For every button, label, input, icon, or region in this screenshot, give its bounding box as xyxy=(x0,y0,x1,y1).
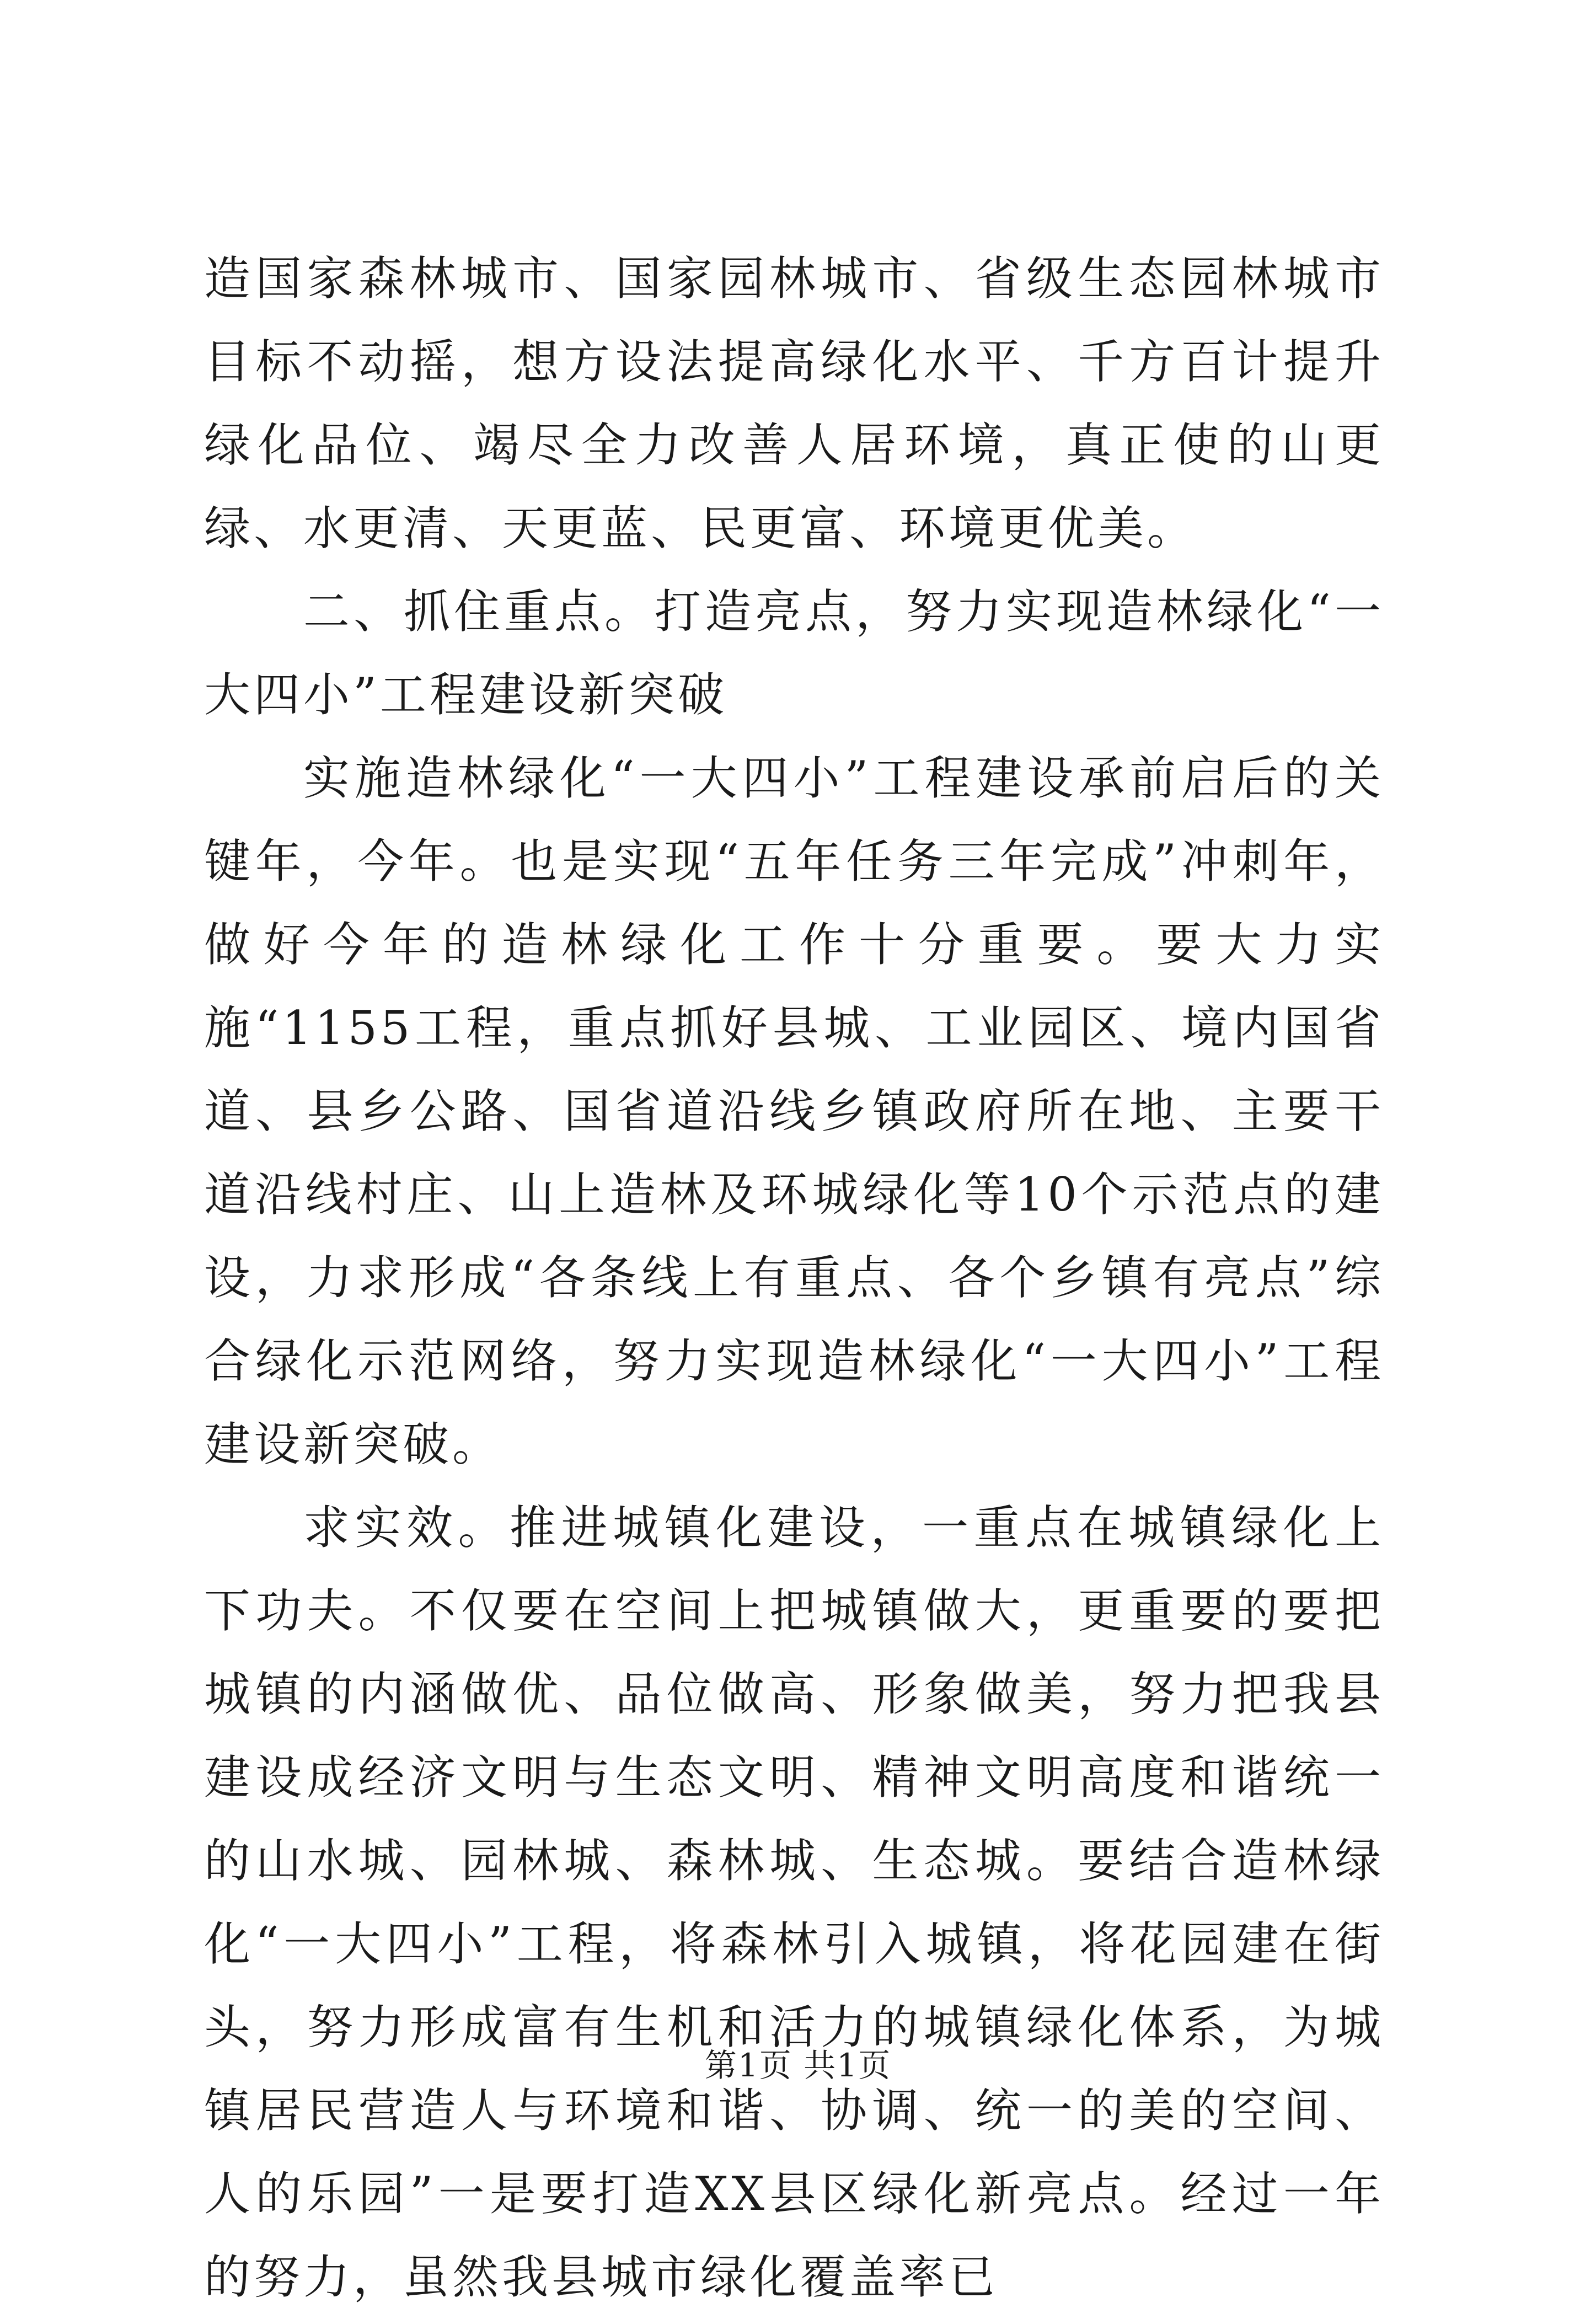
paragraph-1: 造国家森林城市、国家园林城市、省级生态园林城市目标不动摇，想方设法提高绿化水平、千方百计提升绿化品位、竭尽全力改善人居环境，真正使的山更绿、水更清、天更蓝、民更富、环境更优美。 xyxy=(204,251,1384,555)
document-body xyxy=(204,237,1384,2319)
paragraph-2: 实施造林绿化“一大四小”工程建设承前启后的关键年，今年。也是实现“五年任务三年完成”冲刺年，做好今年的造林绿化工作十分重要。要大力实施“1155工程，重点抓好县城、工业园区、境内国省道、县乡公路、国省道沿线乡镇政府所在地、主要干道沿线村庄、山上造林及环城绿化等10个示范点的建设，力求形成“各条线上有重点、各个乡镇有亮点”综合绿化示范网络，努力实现造林绿化“一大四小”工程建设新突破。 xyxy=(204,751,1384,1471)
page-footer: 第1页 共1页 xyxy=(704,2047,892,2084)
paragraph-3: 求实效。推进城镇化建设，一重点在城镇绿化上下功夫。不仅要在空间上把城镇做大，更重要的要把城镇的内涵做优、品位做高、形象做美，努力把我县建设成经济文明与生态文明、精神文明高度和谐统一的山水城、园林城、森林城、生态城。要结合造林绿化“一大四小”工程，将森林引入城镇，将花园建在街头，努力形成富有生机和活力的城镇绿化体系，为城镇居民营造人与环境和谐、协调、统一的美的空间、人的乐园”一是要打造XX县区绿化新亮点。经过一年的努力，虽然我县城市绿化覆盖率已 xyxy=(204,1501,1384,2304)
section-heading: 二、抓住重点。打造亮点，努力实现造林绿化“一大四小”工程建设新突破 xyxy=(204,585,1384,722)
